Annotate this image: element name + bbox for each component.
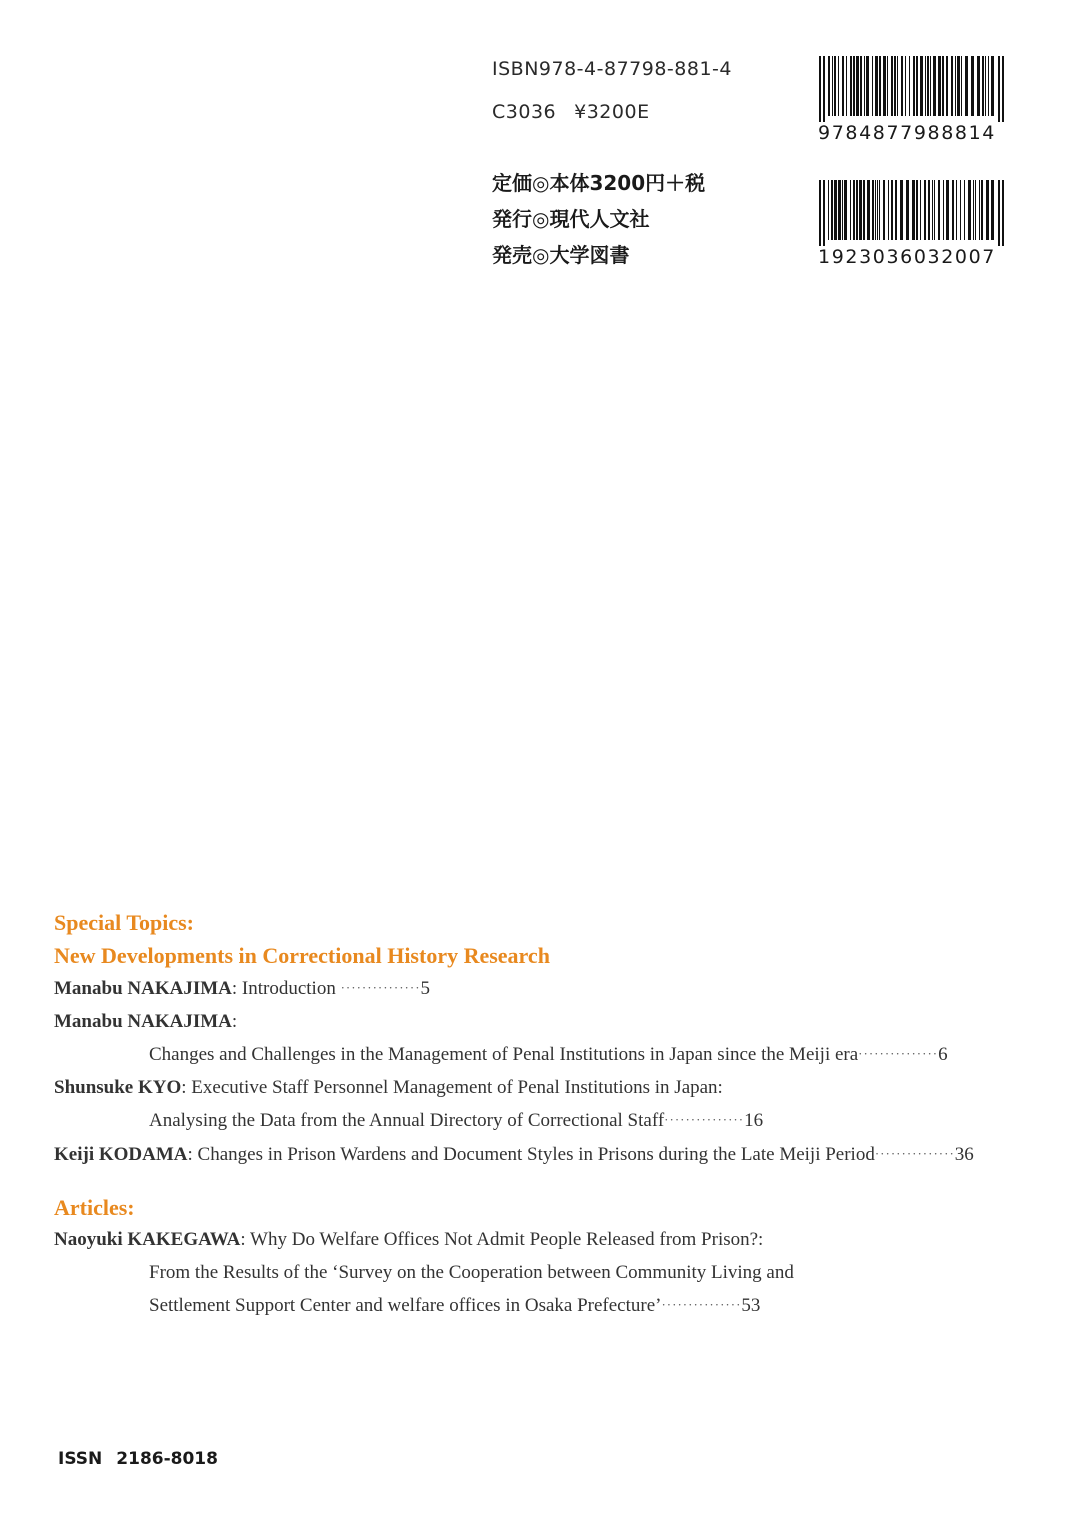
entry-title-cont: From the Results of the ‘Survey on the Cooperation between Community Living and [149, 1261, 794, 1283]
toc-entry: Naoyuki KAKEGAWA: Why Do Welfare Offices Not Admit People Released from Prison?: [54, 1229, 764, 1250]
issn [58, 1449, 218, 1469]
toc-entry-continuation [54, 1038, 1044, 1072]
entry-author: Keiji KODAMA [54, 1143, 188, 1165]
toc-entry-continuation [54, 1289, 1044, 1323]
entry-title: Executive Staff Personnel Management of Penal Institutions in Japan: [191, 1076, 723, 1098]
leader-dots: ··············· [340, 980, 421, 995]
publisher-line: 発行◎現代人文社 [492, 207, 650, 231]
leader-dots: ··············· [858, 1046, 939, 1061]
isbn-barcode [818, 56, 1006, 143]
classification-code: C3036 [492, 101, 557, 123]
entry-page: 16 [744, 1110, 764, 1131]
toc-entry: Manabu NAKAJIMA: Introduction ···············5 [54, 978, 431, 999]
toc-entry-continuation [54, 1257, 1044, 1290]
entry-title: Introduction [241, 978, 336, 999]
leader-dots: ··············· [661, 1297, 742, 1312]
entry-page: 5 [420, 978, 431, 999]
toc-entry: Keiji KODAMA: Changes in Prison Wardens and Document Styles in Prisons during the Late Meiji Period···············36 [54, 1143, 974, 1165]
entry-page: 6 [938, 1044, 948, 1065]
issn-label: ISSN [58, 1449, 103, 1469]
price-code: ¥3200E [574, 101, 650, 123]
special-topics-subheading: New Developments in Correctional History Research [54, 943, 550, 968]
entry-author: Manabu NAKAJIMA [54, 978, 232, 999]
articles-heading: Articles: [54, 1195, 135, 1220]
barcode-icon [818, 56, 1006, 122]
leader-dots: ··············· [664, 1112, 745, 1127]
entry-page: 53 [741, 1295, 761, 1316]
price-barcode-digits: 1923036032007 [818, 246, 996, 268]
entry-page: 36 [954, 1143, 974, 1165]
price-line: 定価◎本体3200円＋税 [492, 171, 706, 195]
entry-author: Naoyuki KAKEGAWA [54, 1229, 241, 1250]
issn-number: 2186-8018 [116, 1449, 218, 1469]
entry-title: Changes and Challenges in the Management of Penal Institutions in Japan since the Meiji era [149, 1044, 859, 1065]
entry-title: Why Do Welfare Offices Not Admit People Released from Prison?: [250, 1229, 764, 1250]
entry-title-cont: Settlement Support Center and welfare offices in Osaka Prefecture’ [149, 1295, 662, 1316]
toc-entry-continuation [54, 1104, 1044, 1138]
price-barcode [818, 180, 1006, 267]
barcode-icon [818, 180, 1006, 246]
entry-author: Shunsuke KYO [54, 1076, 182, 1098]
leader-dots: ··············· [874, 1145, 955, 1161]
distributor-line: 発売◎大学図書 [492, 243, 630, 267]
toc-entry: Manabu NAKAJIMA: [54, 1010, 238, 1032]
entry-title: Changes in Prison Wardens and Document Styles in Prisons during the Late Meiji Period [197, 1143, 875, 1165]
toc-entry: Shunsuke KYO: Executive Staff Personnel Management of Penal Institutions in Japan: [54, 1076, 723, 1098]
table-of-contents [54, 906, 1044, 1323]
special-topics-heading: Special Topics: [54, 910, 194, 935]
entry-title-cont: Analysing the Data from the Annual Directory of Correctional Staff [149, 1110, 665, 1131]
classification-line [492, 101, 650, 123]
entry-author: Manabu NAKAJIMA [54, 1010, 232, 1032]
isbn-line: ISBN978-4-87798-881-4 [492, 58, 732, 80]
isbn-barcode-digits: 9784877988814 [818, 122, 996, 144]
